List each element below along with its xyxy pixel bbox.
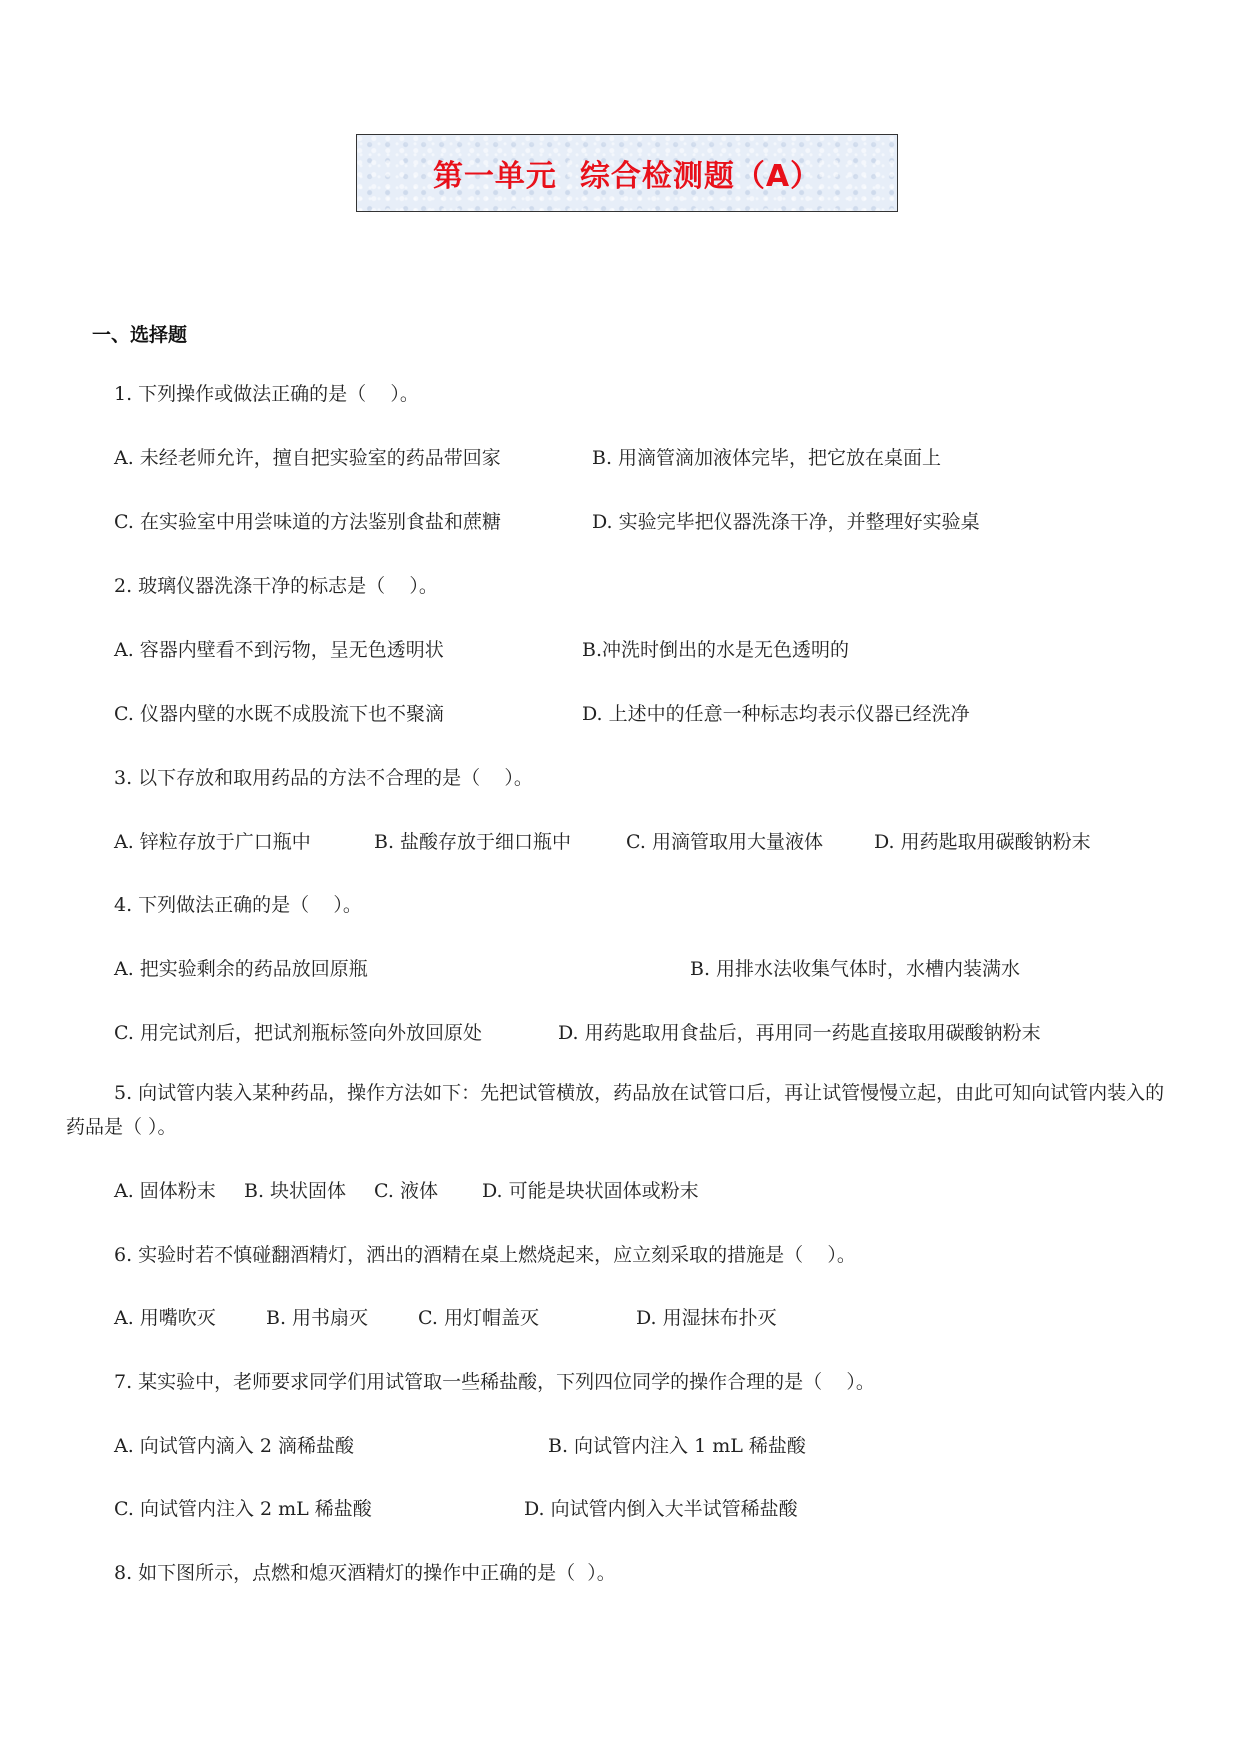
question-1-option-b: B. 用滴管滴加液体完毕，把它放在桌面上: [592, 447, 942, 469]
question-2-option-c: C. 仪器内壁的水既不成股流下也不聚滴: [114, 703, 444, 725]
question-1-stem: 1. 下列操作或做法正确的是（ ）。: [114, 383, 419, 405]
question-3-option-a: A. 锌粒存放于广口瓶中: [114, 831, 311, 853]
question-4-option-d: D. 用药匙取用食盐后，再用同一药匙直接取用碳酸钠粉末: [558, 1022, 1041, 1044]
question-4-stem: 4. 下列做法正确的是（ ）。: [114, 894, 362, 916]
question-5-option-c: C. 液体: [374, 1180, 438, 1202]
question-3-stem: 3. 以下存放和取用药品的方法不合理的是（ ）。: [114, 767, 533, 789]
question-3-option-b: B. 盐酸存放于细口瓶中: [374, 831, 572, 853]
question-5-option-d: D. 可能是块状固体或粉末: [482, 1180, 699, 1202]
question-7-stem: 7. 某实验中，老师要求同学们用试管取一些稀盐酸，下列四位同学的操作合理的是（ ）。: [114, 1371, 875, 1393]
question-4-option-b: B. 用排水法收集气体时，水槽内装满水: [690, 958, 1021, 980]
question-7-option-a: A. 向试管内滴入 2 滴稀盐酸: [114, 1435, 354, 1457]
question-2-option-b: B.冲洗时倒出的水是无色透明的: [582, 639, 850, 661]
question-5-stem: 5. 向试管内装入某种药品，操作方法如下：先把试管横放，药品放在试管口后，再让试管慢慢立起，由此可知向试管内装入的药品是（ ）。: [66, 1082, 1165, 1138]
question-6-option-a: A. 用嘴吹灭: [114, 1307, 216, 1329]
question-3-option-d: D. 用药匙取用碳酸钠粉末: [874, 831, 1091, 853]
question-3-option-c: C. 用滴管取用大量液体: [626, 831, 823, 853]
question-2-stem: 2. 玻璃仪器洗涤干净的标志是（ ）。: [114, 575, 438, 597]
question-7-option-c: C. 向试管内注入 2 mL 稀盐酸: [114, 1498, 372, 1520]
question-4-option-a: A. 把实验剩余的药品放回原瓶: [114, 958, 368, 980]
question-7-option-d: D. 向试管内倒入大半试管稀盐酸: [524, 1498, 798, 1520]
question-5-option-b: B. 块状固体: [244, 1180, 347, 1202]
question-6-option-b: B. 用书扇灭: [266, 1307, 369, 1329]
section-heading: 一、选择题: [92, 324, 188, 346]
question-7-option-b: B. 向试管内注入 1 mL 稀盐酸: [548, 1435, 806, 1457]
question-1-option-c: C. 在实验室中用尝味道的方法鉴别食盐和蔗糖: [114, 511, 501, 533]
question-2-option-d: D. 上述中的任意一种标志均表示仪器已经洗净: [582, 703, 970, 725]
page-title: 第一单元 综合检测题（A）: [432, 159, 822, 194]
question-6-option-c: C. 用灯帽盖灭: [418, 1307, 539, 1329]
title-banner: [356, 134, 898, 212]
question-1-option-a: A. 未经老师允许，擅自把实验室的药品带回家: [114, 447, 501, 469]
question-5-option-a: A. 固体粉末: [114, 1180, 216, 1202]
question-1-option-d: D. 实验完毕把仪器洗涤干净，并整理好实验桌: [592, 511, 980, 533]
question-8-stem: 8. 如下图所示，点燃和熄灭酒精灯的操作中正确的是（ ）。: [114, 1562, 616, 1584]
question-6-option-d: D. 用湿抹布扑灭: [636, 1307, 777, 1329]
question-6-stem: 6. 实验时若不慎碰翻酒精灯，洒出的酒精在桌上燃烧起来，应立刻采取的措施是（ ）。: [114, 1244, 856, 1266]
question-2-option-a: A. 容器内壁看不到污物，呈无色透明状: [114, 639, 444, 661]
question-4-option-c: C. 用完试剂后，把试剂瓶标签向外放回原处: [114, 1022, 482, 1044]
